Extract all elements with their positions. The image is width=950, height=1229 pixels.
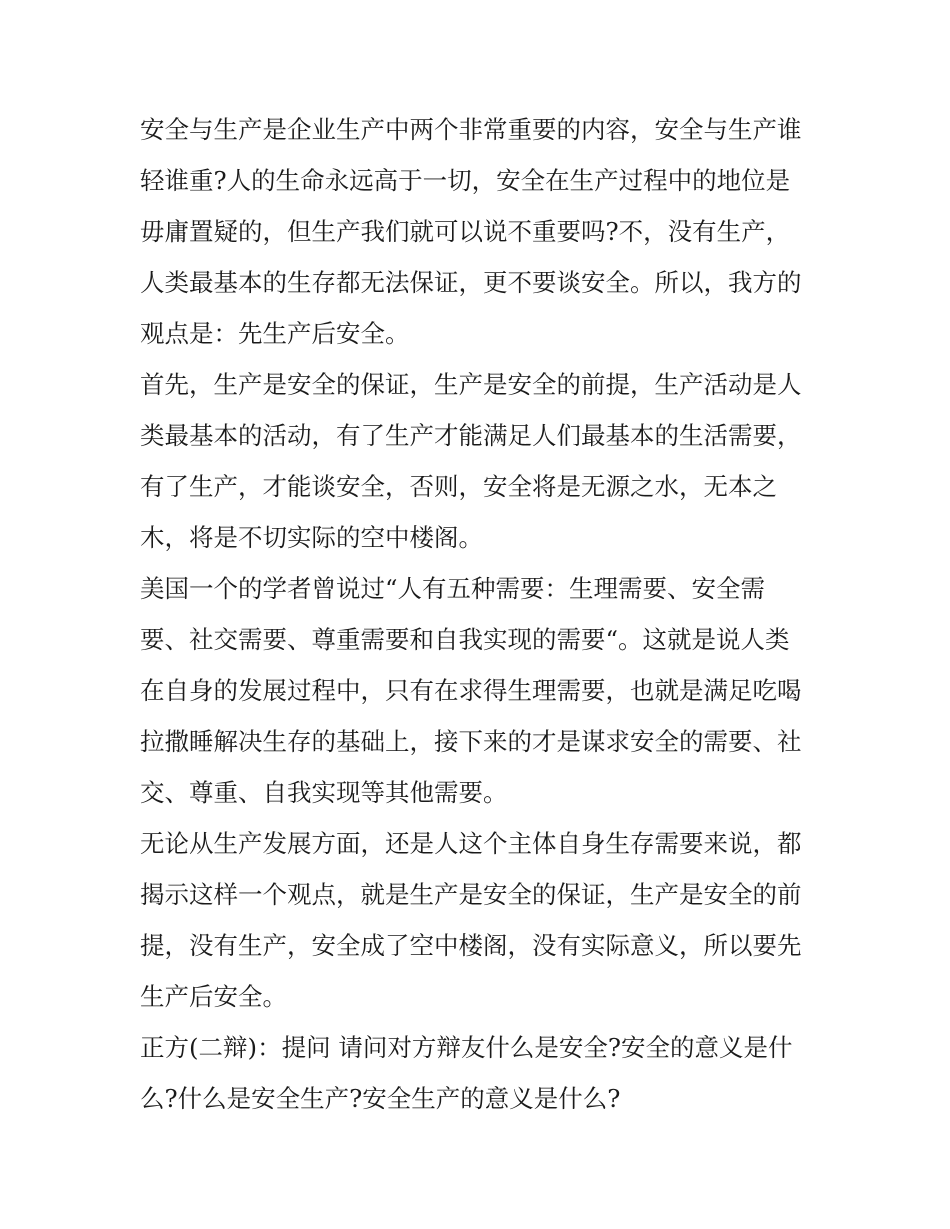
text-line: 首先，生产是安全的保证，生产是安全的前提，生产活动是人	[140, 370, 802, 399]
paragraph-affirmative-question	[140, 1022, 820, 1124]
text-line: 木，将是不切实际的空中楼阁。	[140, 523, 483, 552]
text-line: 无论从生产发展方面，还是人这个主体自身生存需要来说，都	[140, 829, 802, 858]
text-line: 么?什么是安全生产?安全生产的意义是什么?	[140, 1084, 621, 1113]
text-line: 观点是：先生产后安全。	[140, 319, 410, 348]
paragraph-opening	[140, 104, 820, 359]
document-body	[140, 104, 820, 1124]
text-line: 毋庸置疑的，但生产我们就可以说不重要吗?不，没有生产，	[140, 217, 791, 246]
text-line: 提，没有生产，安全成了空中楼阁，没有实际意义，所以要先	[140, 931, 802, 960]
text-line: 正方(二辩)：提问 请问对方辩友什么是安全?安全的意义是什	[140, 1033, 793, 1062]
paragraph-first-argument	[140, 359, 820, 563]
text-line: 交、尊重、自我实现等其他需要。	[140, 778, 508, 807]
text-line: 人类最基本的生存都无法保证，更不要谈安全。所以，我方的	[140, 268, 802, 297]
text-line: 美国一个的学者曾说过“人有五种需要：生理需要、安全需	[140, 574, 766, 603]
text-line: 有了生产，才能谈安全，否则，安全将是无源之水，无本之	[140, 472, 777, 501]
text-line: 安全与生产是企业生产中两个非常重要的内容，安全与生产谁	[140, 115, 802, 144]
paragraph-conclusion	[140, 818, 820, 1022]
text-line: 生产后安全。	[140, 982, 287, 1011]
text-line: 类最基本的活动，有了生产才能满足人们最基本的生活需要，	[140, 421, 802, 450]
text-line: 揭示这样一个观点，就是生产是安全的保证，生产是安全的前	[140, 880, 802, 909]
text-line: 轻谁重?人的生命永远高于一切，安全在生产过程中的地位是	[140, 166, 791, 195]
text-line: 在自身的发展过程中，只有在求得生理需要，也就是满足吃喝	[140, 676, 802, 705]
paragraph-maslow-quote	[140, 563, 820, 818]
text-line: 拉撒睡解决生存的基础上，接下来的才是谋求安全的需要、社	[140, 727, 802, 756]
text-line: 要、社交需要、尊重需要和自我实现的需要“。这就是说人类	[140, 625, 790, 654]
